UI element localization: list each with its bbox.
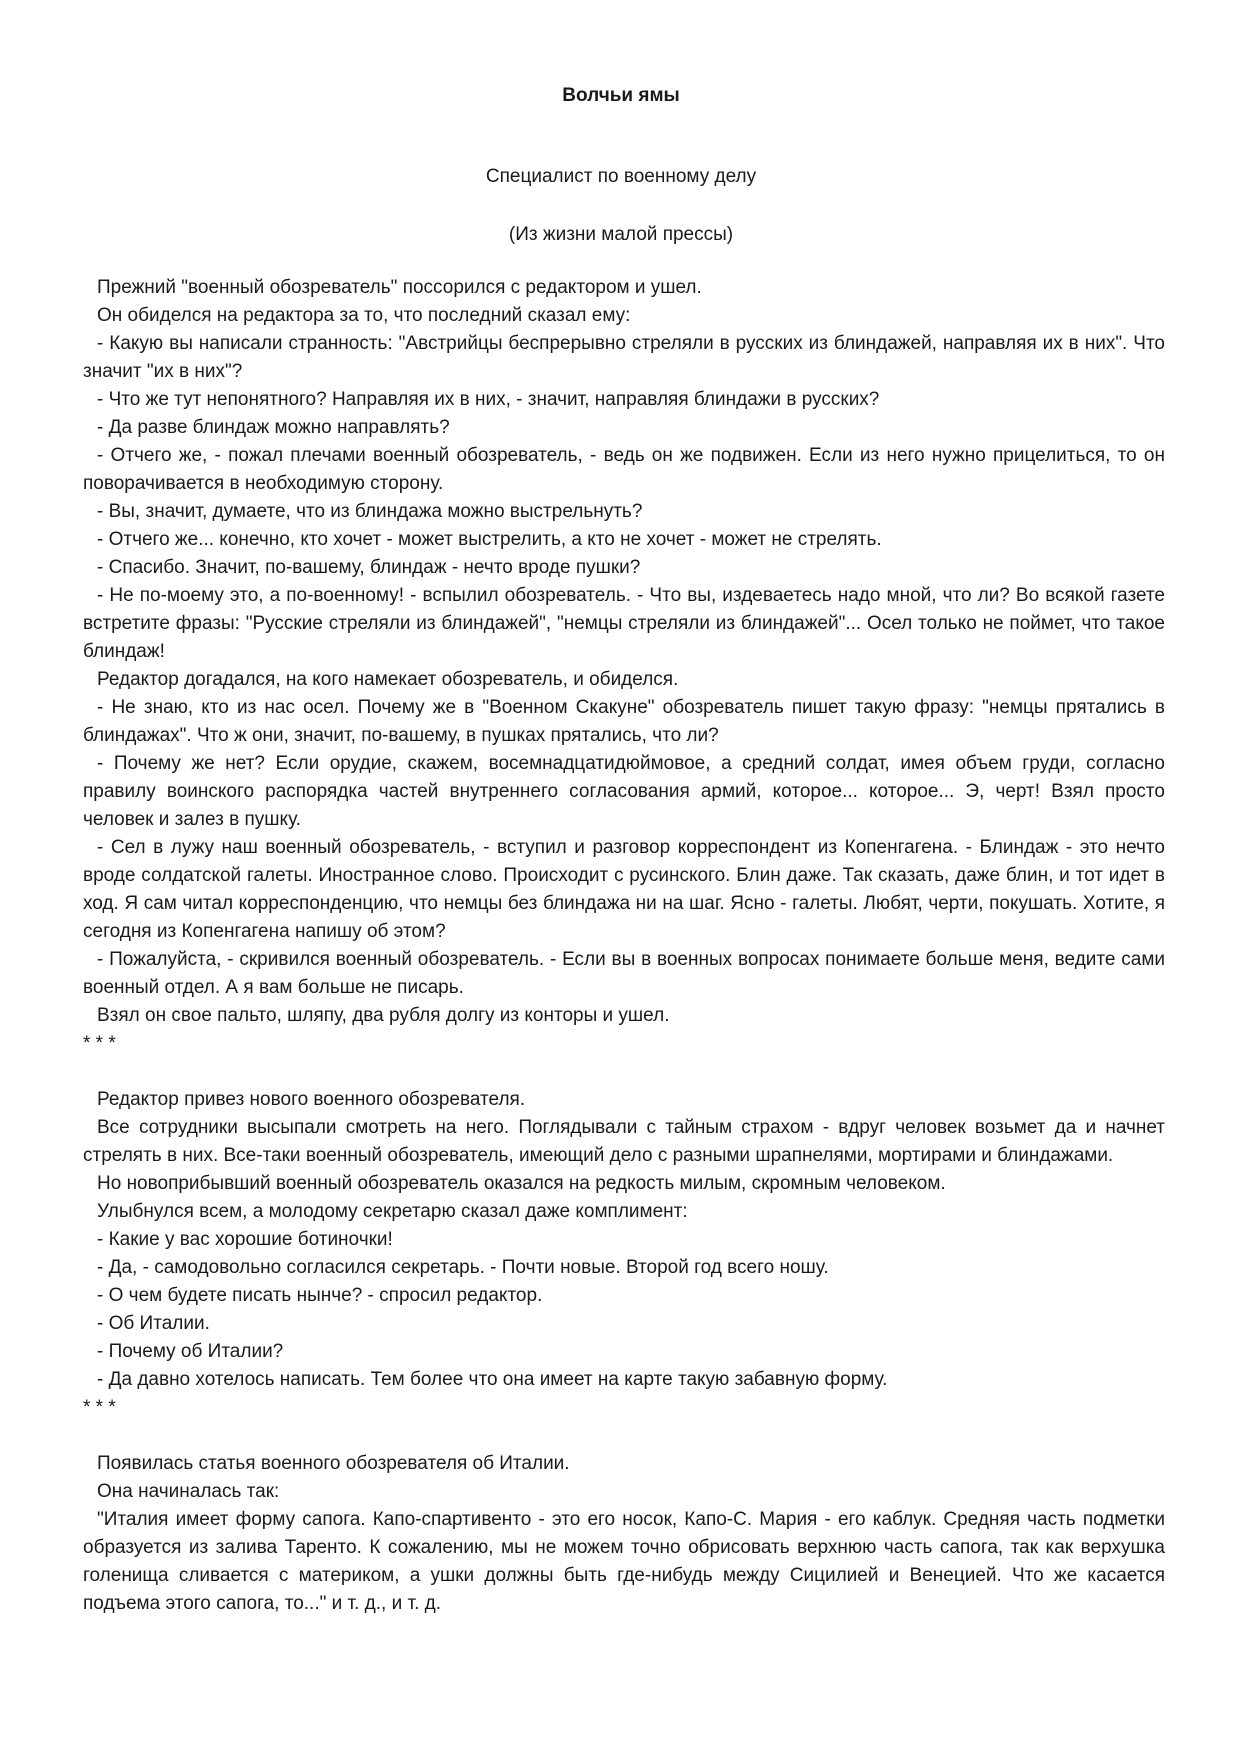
paragraph: - Спасибо. Значит, по-вашему, блиндаж - нечто вроде пушки? (97, 557, 641, 578)
document-subtitle: Специалист по военному делу (485, 166, 757, 187)
paragraph: - Отчего же... конечно, кто хочет - может выстрелить, а кто не хочет - может не стрелять. (97, 529, 882, 550)
paragraph: - Пожалуйста, - скривился военный обозреватель. - Если вы в военных вопросах понимаете больше меня, ведите сами военный отдел. А я вам больше не писарь. (83, 949, 1165, 998)
document-title: Волчьи ямы (562, 85, 680, 106)
section-1 (83, 274, 1165, 1030)
paragraph: Появилась статья военного обозревателя об Италии. (97, 1453, 570, 1474)
document-subsubtitle: (Из жизни малой прессы) (508, 224, 734, 245)
paragraph: Редактор привез нового военного обозревателя. (97, 1089, 526, 1110)
paragraph: - Какую вы написали странность: "Австрийцы беспрерывно стреляли в русских из блиндажей, направляя их в них". Что значит "их в них"? (83, 333, 1165, 382)
paragraph: - О чем будете писать нынче? - спросил редактор. (97, 1285, 543, 1306)
paragraph: - Да давно хотелось написать. Тем более что она имеет на карте такую забавную форму. (97, 1369, 888, 1390)
paragraph: - Сел в лужу наш военный обозреватель, - вступил и разговор корреспондент из Копенгагена. - Блиндаж - это нечто вроде солдатской галеты. Иностранное слово. Происходит с русинского. Блин даже. Так сказать, даже блин, и тот идет в ход. Я сам читал корреспонденцию, что немцы без блиндажа ни на шаг. Ясно - галеты. Любят, черти, покушать. Хотите, я сегодня из Копенгагена напишу об этом? (83, 837, 1165, 942)
paragraph: "Италия имеет форму сапога. Капо-спартивенто - это его носок, Капо-С. Мария - его каблук. Средняя часть подметки образуется из залива Таренто. К сожалению, мы не можем точно обрисовать верхнюю часть сапога, так как верхушка голенища сливается с материком, а ушки должны быть где-нибудь между Сицилией и Венецией. Что же касается подъема этого сапога, то..." и т. д., и т. д. (83, 1509, 1165, 1614)
paragraph: - Вы, значит, думаете, что из блиндажа можно выстрельнуть? (97, 501, 643, 522)
paragraph: - Не по-моему это, а по-военному! - вспылил обозреватель. - Что вы, издеваетесь надо мной, что ли? Во всякой газете встретите фразы: "Русские стреляли из блиндажей", "немцы стреляли из блиндажей"... Осел только не поймет, что такое блиндаж! (83, 585, 1165, 662)
paragraph: Она начиналась так: (97, 1481, 280, 1502)
paragraph: - Что же тут непонятного? Направляя их в них, - значит, направляя блиндажи в русских? (97, 389, 880, 410)
paragraph: - Да разве блиндаж можно направлять? (97, 417, 450, 438)
document-body (83, 274, 1165, 1618)
section-separator: * * * (83, 1397, 116, 1418)
paragraph: - Отчего же, - пожал плечами военный обозреватель, - ведь он же подвижен. Если из него нужно прицелиться, то он поворачивается в необходимую сторону. (83, 445, 1165, 494)
paragraph: Улыбнулся всем, а молодому секретарю сказал даже комплимент: (97, 1201, 688, 1222)
paragraph: Но новоприбывший военный обозреватель оказался на редкость милым, скромным человеком. (97, 1173, 946, 1194)
paragraph: Все сотрудники высыпали смотреть на него. Поглядывали с тайным страхом - вдруг человек возьмет да и начнет стрелять в них. Все-таки военный обозреватель, имеющий дело с разными шрапнелями, мортирами и блиндажами. (83, 1117, 1165, 1166)
section-2 (83, 1086, 1165, 1394)
paragraph: Прежний "военный обозреватель" поссорился с редактором и ушел. (97, 277, 702, 298)
spacer (83, 1058, 1165, 1086)
section-3 (83, 1450, 1165, 1618)
paragraph: - Какие у вас хорошие ботиночки! (97, 1229, 393, 1250)
spacer (83, 1422, 1165, 1450)
paragraph: - Об Италии. (97, 1313, 210, 1334)
section-separator: * * * (83, 1033, 116, 1054)
paragraph: Редактор догадался, на кого намекает обозреватель, и обиделся. (97, 669, 679, 690)
paragraph: Он обиделся на редактора за то, что последний сказал ему: (97, 305, 631, 326)
paragraph: - Почему же нет? Если орудие, скажем, восемнадцатидюймовое, а средний солдат, имея объем груди, согласно правилу воинского распорядка частей внутреннего согласования армий, которое... которое... Э, черт! Взял просто человек и залез в пушку. (83, 753, 1165, 830)
paragraph: - Почему об Италии? (97, 1341, 284, 1362)
paragraph: - Не знаю, кто из нас осел. Почему же в "Военном Скакуне" обозреватель пишет такую фразу: "немцы прятались в блиндажах". Что ж они, значит, по-вашему, в пушках прятались, что ли? (83, 697, 1165, 746)
paragraph: Взял он свое пальто, шляпу, два рубля долгу из конторы и ушел. (97, 1005, 670, 1026)
paragraph: - Да, - самодовольно согласился секретарь. - Почти новые. Второй год всего ношу. (97, 1257, 829, 1278)
